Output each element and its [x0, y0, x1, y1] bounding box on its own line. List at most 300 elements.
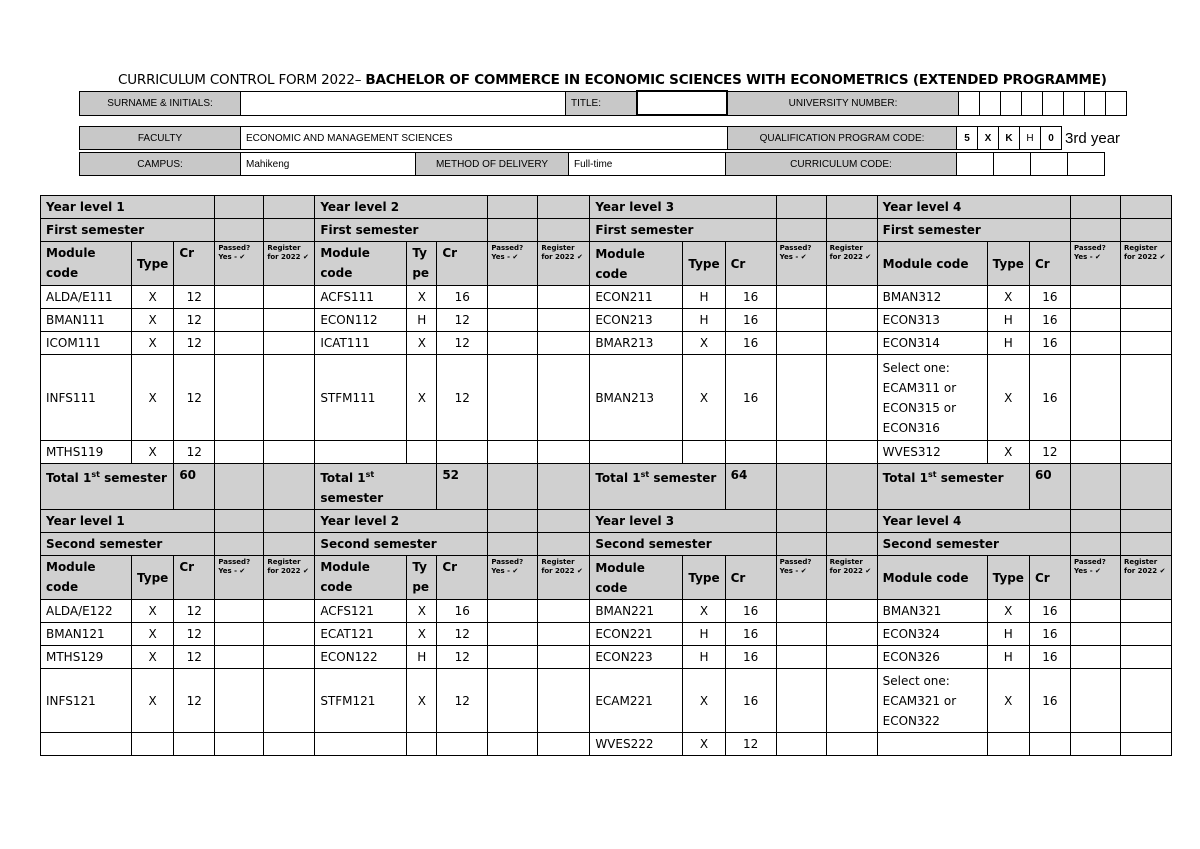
- module-code: ACFS121: [315, 600, 407, 623]
- total-label: Total 1st semester: [590, 464, 725, 510]
- module-type: X: [407, 623, 437, 646]
- module-code: [315, 441, 407, 464]
- blank-header-cell: [488, 196, 538, 219]
- passed-checkbox[interactable]: [1070, 286, 1120, 309]
- credits-header: Cr: [725, 242, 776, 286]
- module-code: ECON221: [590, 623, 683, 646]
- passed-checkbox[interactable]: [215, 646, 264, 669]
- passed-checkbox[interactable]: [215, 441, 264, 464]
- register-checkbox[interactable]: [826, 441, 877, 464]
- module-row: [41, 355, 1172, 441]
- module-code: [590, 441, 683, 464]
- university-number-box[interactable]: [1022, 91, 1043, 115]
- qualification-code-label: QUALIFICATION PROGRAM CODE:: [728, 127, 957, 150]
- blank-header-cell: [826, 219, 877, 242]
- passed-checkbox[interactable]: [776, 733, 826, 756]
- register-checkbox[interactable]: [826, 309, 877, 332]
- module-credits: 16: [725, 669, 776, 733]
- qualification-code-char: 5: [957, 127, 978, 150]
- module-row: [41, 733, 1172, 756]
- module-type: X: [132, 332, 174, 355]
- blank-header-cell: [1120, 196, 1171, 219]
- register-checkbox[interactable]: [538, 441, 590, 464]
- module-credits: 16: [437, 600, 488, 623]
- passed-header: Passed? Yes - ✔: [488, 556, 538, 600]
- register-checkbox[interactable]: [538, 733, 590, 756]
- semester-label: Second semester: [315, 533, 488, 556]
- register-checkbox[interactable]: [538, 286, 590, 309]
- passed-checkbox[interactable]: [215, 286, 264, 309]
- passed-header: Passed? Yes - ✔: [776, 242, 826, 286]
- register-checkbox[interactable]: [264, 733, 315, 756]
- passed-checkbox[interactable]: [776, 309, 826, 332]
- module-code: ICAT111: [315, 332, 407, 355]
- header-row-faculty: [79, 126, 1125, 150]
- module-credits: 16: [1029, 623, 1070, 646]
- blank-header-cell: [1120, 219, 1171, 242]
- module-code: BMAR213: [590, 332, 683, 355]
- passed-checkbox[interactable]: [1070, 441, 1120, 464]
- type-header: Type: [987, 556, 1029, 600]
- passed-checkbox[interactable]: [1070, 623, 1120, 646]
- module-type: H: [683, 646, 725, 669]
- module-credits: 16: [725, 600, 776, 623]
- register-checkbox[interactable]: [826, 669, 877, 733]
- module-type: X: [987, 669, 1029, 733]
- register-header: Register for 2022 ✔: [538, 556, 590, 600]
- register-checkbox[interactable]: [1120, 332, 1171, 355]
- university-number-box[interactable]: [1085, 91, 1106, 115]
- module-type: H: [987, 623, 1029, 646]
- passed-checkbox[interactable]: [215, 332, 264, 355]
- module-code: [877, 733, 987, 756]
- module-code: ECON122: [315, 646, 407, 669]
- module-code: ECON112: [315, 309, 407, 332]
- passed-checkbox[interactable]: [776, 286, 826, 309]
- passed-checkbox[interactable]: [776, 600, 826, 623]
- module-code-header: Module code: [877, 242, 987, 286]
- register-checkbox[interactable]: [264, 441, 315, 464]
- semester-label: First semester: [877, 219, 1070, 242]
- passed-header: Passed? Yes - ✔: [776, 556, 826, 600]
- module-code-header: Module code: [590, 556, 683, 600]
- module-code: STFM121: [315, 669, 407, 733]
- blank-total-cell: [1120, 464, 1171, 510]
- register-checkbox[interactable]: [538, 646, 590, 669]
- blank-total-cell: [776, 464, 826, 510]
- column-header-row: [41, 242, 1172, 286]
- passed-checkbox[interactable]: [1070, 669, 1120, 733]
- module-code: BMAN221: [590, 600, 683, 623]
- module-credits: 12: [437, 669, 488, 733]
- type-header: Type: [987, 242, 1029, 286]
- module-code: MTHS129: [41, 646, 132, 669]
- blank-header-cell: [264, 219, 315, 242]
- credits-header: Cr: [725, 556, 776, 600]
- module-code: BMAN111: [41, 309, 132, 332]
- register-header: Register for 2022 ✔: [1120, 556, 1171, 600]
- total-credits: 60: [1029, 464, 1070, 510]
- credits-header: Cr: [1029, 242, 1070, 286]
- module-row: [41, 441, 1172, 464]
- module-credits: [725, 441, 776, 464]
- year-level-label: Year level 2: [315, 510, 488, 533]
- blank-header-cell: [1120, 510, 1171, 533]
- passed-checkbox[interactable]: [1070, 332, 1120, 355]
- register-checkbox[interactable]: [1120, 600, 1171, 623]
- module-type: X: [683, 332, 725, 355]
- module-credits: 12: [437, 355, 488, 441]
- module-row: [41, 309, 1172, 332]
- passed-checkbox[interactable]: [1070, 309, 1120, 332]
- module-type: [987, 733, 1029, 756]
- year-level-label: Year level 3: [590, 196, 776, 219]
- module-credits: 12: [725, 733, 776, 756]
- curriculum-code-label: CURRICULUM CODE:: [726, 153, 957, 176]
- module-credits: 16: [725, 309, 776, 332]
- module-type: H: [407, 646, 437, 669]
- blank-header-cell: [776, 196, 826, 219]
- curriculum-code-box[interactable]: [957, 153, 994, 176]
- module-code: ICOM111: [41, 332, 132, 355]
- passed-checkbox[interactable]: [776, 646, 826, 669]
- module-row: [41, 600, 1172, 623]
- register-checkbox[interactable]: [538, 600, 590, 623]
- module-credits: 12: [1029, 441, 1070, 464]
- module-credits: 16: [725, 355, 776, 441]
- surname-label: SURNAME & INITIALS:: [80, 91, 241, 115]
- form-title-prefix: CURRICULUM CONTROL FORM 2022–: [118, 72, 366, 88]
- blank-header-cell: [215, 219, 264, 242]
- passed-checkbox[interactable]: [776, 669, 826, 733]
- passed-checkbox[interactable]: [215, 623, 264, 646]
- module-code: Select one: ECAM321 or ECON322: [877, 669, 987, 733]
- register-checkbox[interactable]: [264, 309, 315, 332]
- module-code: ECON324: [877, 623, 987, 646]
- module-code: [315, 733, 407, 756]
- passed-checkbox[interactable]: [488, 286, 538, 309]
- blank-header-cell: [215, 196, 264, 219]
- passed-checkbox[interactable]: [488, 646, 538, 669]
- module-credits: 16: [725, 646, 776, 669]
- register-checkbox[interactable]: [1120, 733, 1171, 756]
- passed-checkbox[interactable]: [488, 309, 538, 332]
- module-credits: 16: [725, 286, 776, 309]
- surname-input[interactable]: [241, 91, 566, 115]
- module-type: X: [987, 355, 1029, 441]
- register-checkbox[interactable]: [264, 669, 315, 733]
- campus-label: CAMPUS:: [80, 153, 241, 176]
- register-checkbox[interactable]: [826, 623, 877, 646]
- module-code-header: Module code: [41, 242, 132, 286]
- blank-header-cell: [826, 510, 877, 533]
- module-code-header: Module code: [590, 242, 683, 286]
- module-code: Select one: ECAM311 or ECON315 or ECON316: [877, 355, 987, 441]
- module-credits: 12: [437, 332, 488, 355]
- module-type: H: [987, 332, 1029, 355]
- module-type: X: [132, 286, 174, 309]
- type-header: Ty pe: [407, 556, 437, 600]
- passed-checkbox[interactable]: [1070, 600, 1120, 623]
- passed-checkbox[interactable]: [776, 332, 826, 355]
- year-level-label: Year level 1: [41, 196, 215, 219]
- credits-header: Cr: [1029, 556, 1070, 600]
- register-checkbox[interactable]: [538, 309, 590, 332]
- university-number-box[interactable]: [980, 91, 1001, 115]
- register-checkbox[interactable]: [1120, 309, 1171, 332]
- module-code: ECON213: [590, 309, 683, 332]
- module-code: INFS111: [41, 355, 132, 441]
- passed-checkbox[interactable]: [776, 355, 826, 441]
- register-checkbox[interactable]: [1120, 286, 1171, 309]
- passed-checkbox[interactable]: [488, 600, 538, 623]
- module-type: H: [683, 309, 725, 332]
- passed-checkbox[interactable]: [1070, 355, 1120, 441]
- module-code: ECAT121: [315, 623, 407, 646]
- passed-checkbox[interactable]: [215, 355, 264, 441]
- blank-header-cell: [1070, 219, 1120, 242]
- register-checkbox[interactable]: [826, 733, 877, 756]
- module-type: X: [407, 669, 437, 733]
- register-checkbox[interactable]: [826, 646, 877, 669]
- qualification-code-char: H: [1020, 127, 1041, 150]
- semester-label: Second semester: [877, 533, 1070, 556]
- year-level-label: Year level 4: [877, 510, 1070, 533]
- blank-total-cell: [826, 464, 877, 510]
- module-type: [407, 441, 437, 464]
- university-number-box[interactable]: [959, 91, 980, 115]
- qualification-code-char: 0: [1041, 127, 1062, 150]
- blank-header-cell: [776, 510, 826, 533]
- year-level-row: [41, 196, 1172, 219]
- header-row-surname: [79, 90, 1127, 116]
- blank-header-cell: [488, 533, 538, 556]
- delivery-value: Full-time: [569, 153, 726, 176]
- module-credits: 12: [437, 309, 488, 332]
- semester-label: Second semester: [41, 533, 215, 556]
- module-type: [132, 733, 174, 756]
- register-checkbox[interactable]: [264, 646, 315, 669]
- register-checkbox[interactable]: [826, 355, 877, 441]
- module-credits: 12: [174, 332, 215, 355]
- module-type: X: [407, 332, 437, 355]
- university-number-box[interactable]: [1106, 91, 1127, 115]
- module-credits: 12: [174, 355, 215, 441]
- module-credits: [437, 441, 488, 464]
- form-title-main: BACHELOR OF COMMERCE IN ECONOMIC SCIENCES WITH ECONOMETRICS (EXTENDED PROGRAMME): [365, 72, 1107, 88]
- passed-checkbox[interactable]: [488, 355, 538, 441]
- register-checkbox[interactable]: [1120, 669, 1171, 733]
- passed-header: Passed? Yes - ✔: [1070, 556, 1120, 600]
- semester-label: First semester: [315, 219, 488, 242]
- type-header: Type: [132, 556, 174, 600]
- module-type: [407, 733, 437, 756]
- module-code-header: Module code: [41, 556, 132, 600]
- module-type: H: [987, 646, 1029, 669]
- total-credits: 60: [174, 464, 215, 510]
- passed-header: Passed? Yes - ✔: [215, 242, 264, 286]
- module-type: X: [683, 600, 725, 623]
- register-checkbox[interactable]: [264, 332, 315, 355]
- module-credits: 16: [437, 286, 488, 309]
- module-credits: 12: [174, 309, 215, 332]
- module-credits: 12: [437, 623, 488, 646]
- delivery-label: METHOD OF DELIVERY: [416, 153, 569, 176]
- register-checkbox[interactable]: [264, 286, 315, 309]
- semester-row: [41, 219, 1172, 242]
- module-type: X: [132, 669, 174, 733]
- register-checkbox[interactable]: [1120, 646, 1171, 669]
- register-checkbox[interactable]: [538, 332, 590, 355]
- credits-header: Cr: [437, 556, 488, 600]
- module-type: X: [407, 286, 437, 309]
- passed-checkbox[interactable]: [1070, 646, 1120, 669]
- semester-label: First semester: [41, 219, 215, 242]
- passed-checkbox[interactable]: [488, 332, 538, 355]
- blank-header-cell: [826, 196, 877, 219]
- passed-header: Passed? Yes - ✔: [1070, 242, 1120, 286]
- year-level-label: Year level 4: [877, 196, 1070, 219]
- blank-total-cell: [264, 464, 315, 510]
- passed-checkbox[interactable]: [215, 600, 264, 623]
- register-checkbox[interactable]: [538, 355, 590, 441]
- register-checkbox[interactable]: [538, 669, 590, 733]
- blank-header-cell: [538, 533, 590, 556]
- passed-checkbox[interactable]: [488, 733, 538, 756]
- register-checkbox[interactable]: [1120, 623, 1171, 646]
- register-checkbox[interactable]: [826, 600, 877, 623]
- year-level-row: [41, 510, 1172, 533]
- module-code: ECAM221: [590, 669, 683, 733]
- title-label: TITLE:: [566, 91, 638, 115]
- form-title: [118, 72, 1107, 88]
- module-type: X: [132, 441, 174, 464]
- year-level-label: Year level 2: [315, 196, 488, 219]
- curriculum-code-box[interactable]: [994, 153, 1031, 176]
- module-code: ECON211: [590, 286, 683, 309]
- module-code: ECON313: [877, 309, 987, 332]
- module-credits: 16: [1029, 332, 1070, 355]
- campus-value: Mahikeng: [241, 153, 416, 176]
- blank-header-cell: [776, 219, 826, 242]
- module-code: WVES222: [590, 733, 683, 756]
- title-input[interactable]: [637, 91, 727, 115]
- header-row-campus: [79, 152, 1105, 176]
- qualification-code-char: X: [978, 127, 999, 150]
- total-label: Total 1st semester: [315, 464, 437, 510]
- blank-header-cell: [538, 196, 590, 219]
- total-label: Total 1st semester: [41, 464, 174, 510]
- passed-checkbox[interactable]: [488, 623, 538, 646]
- type-header: Type: [132, 242, 174, 286]
- passed-checkbox[interactable]: [215, 669, 264, 733]
- credits-header: Cr: [174, 242, 215, 286]
- module-row: [41, 332, 1172, 355]
- module-type: X: [407, 355, 437, 441]
- module-credits: 16: [725, 623, 776, 646]
- blank-header-cell: [215, 533, 264, 556]
- module-code: ECON314: [877, 332, 987, 355]
- total-credits: 52: [437, 464, 488, 510]
- module-type: X: [987, 600, 1029, 623]
- register-checkbox[interactable]: [264, 355, 315, 441]
- university-number-box[interactable]: [1001, 91, 1022, 115]
- blank-header-cell: [538, 510, 590, 533]
- module-code: BMAN321: [877, 600, 987, 623]
- blank-header-cell: [264, 510, 315, 533]
- passed-header: Passed? Yes - ✔: [215, 556, 264, 600]
- module-type: H: [683, 286, 725, 309]
- blank-total-cell: [1070, 464, 1120, 510]
- register-checkbox[interactable]: [1120, 441, 1171, 464]
- blank-header-cell: [1070, 533, 1120, 556]
- passed-checkbox[interactable]: [488, 441, 538, 464]
- register-header: Register for 2022 ✔: [1120, 242, 1171, 286]
- register-checkbox[interactable]: [826, 286, 877, 309]
- semester-label: Second semester: [590, 533, 776, 556]
- register-checkbox[interactable]: [826, 332, 877, 355]
- passed-checkbox[interactable]: [776, 441, 826, 464]
- university-number-box[interactable]: [1043, 91, 1064, 115]
- module-code-header: Module code: [315, 556, 407, 600]
- module-type: X: [407, 600, 437, 623]
- university-number-box[interactable]: [1064, 91, 1085, 115]
- module-row: [41, 286, 1172, 309]
- module-type: [683, 441, 725, 464]
- faculty-label: FACULTY: [80, 127, 241, 150]
- register-checkbox[interactable]: [538, 623, 590, 646]
- module-credits: [174, 733, 215, 756]
- university-number-label: UNIVERSITY NUMBER:: [727, 91, 959, 115]
- module-credits: 12: [174, 646, 215, 669]
- passed-checkbox[interactable]: [1070, 733, 1120, 756]
- passed-checkbox[interactable]: [215, 309, 264, 332]
- module-credits: 16: [725, 332, 776, 355]
- module-credits: [1029, 733, 1070, 756]
- qualification-code-char: K: [999, 127, 1020, 150]
- module-type: X: [683, 669, 725, 733]
- curriculum-code-box[interactable]: [1031, 153, 1068, 176]
- register-header: Register for 2022 ✔: [826, 556, 877, 600]
- passed-checkbox[interactable]: [215, 733, 264, 756]
- passed-checkbox[interactable]: [488, 669, 538, 733]
- register-checkbox[interactable]: [264, 600, 315, 623]
- module-credits: 12: [174, 623, 215, 646]
- column-header-row: [41, 556, 1172, 600]
- module-type: X: [683, 733, 725, 756]
- module-credits: 12: [174, 600, 215, 623]
- blank-total-cell: [215, 464, 264, 510]
- blank-header-cell: [1070, 510, 1120, 533]
- register-checkbox[interactable]: [1120, 355, 1171, 441]
- type-header: Type: [683, 556, 725, 600]
- credits-header: Cr: [437, 242, 488, 286]
- module-code: [41, 733, 132, 756]
- module-type: X: [683, 355, 725, 441]
- module-credits: [437, 733, 488, 756]
- blank-header-cell: [826, 533, 877, 556]
- module-code: BMAN312: [877, 286, 987, 309]
- module-type: H: [683, 623, 725, 646]
- module-credits: 16: [1029, 286, 1070, 309]
- passed-checkbox[interactable]: [776, 623, 826, 646]
- module-type: X: [987, 286, 1029, 309]
- module-code: WVES312: [877, 441, 987, 464]
- curriculum-code-box[interactable]: [1068, 153, 1105, 176]
- year-level-label: Year level 3: [590, 510, 776, 533]
- module-type: H: [407, 309, 437, 332]
- register-checkbox[interactable]: [264, 623, 315, 646]
